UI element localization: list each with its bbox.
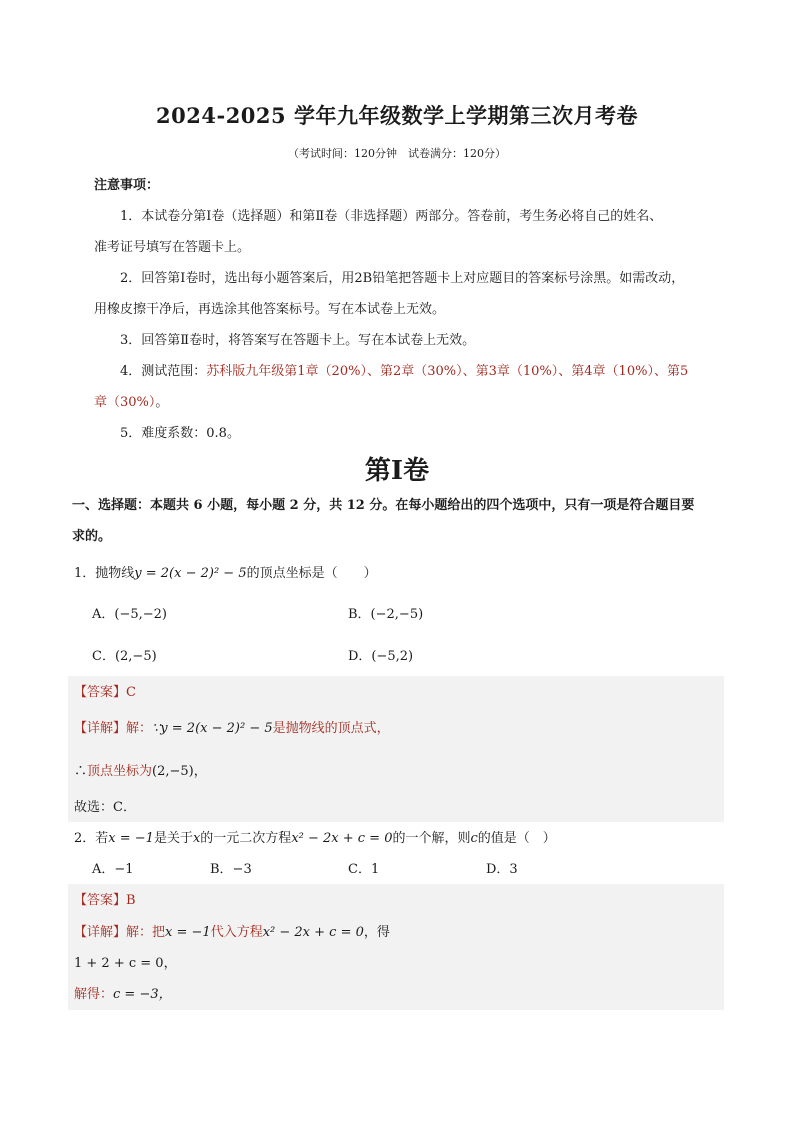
- q1-detail-suffix: 是抛物线的顶点式，: [272, 721, 390, 736]
- q2-stem-equation: x² − 2x + c = 0: [291, 831, 393, 846]
- q1-option-c: C．(2,−5): [92, 649, 157, 664]
- q2-stem-variable: x: [192, 831, 201, 846]
- q2-detail-tag: 【详解】: [74, 925, 127, 940]
- note-2-line-2: 用橡皮擦干净后，再选涂其他答案标号。写在本试卷上无效。: [94, 302, 446, 317]
- q1-detail-equation: ∵y = 2(x − 2)² − 5: [152, 721, 273, 736]
- q1-detail-line-1: [74, 720, 390, 738]
- q2-detail-prefix: 解：把: [126, 925, 166, 940]
- q2-detail-mid: 代入方程: [210, 925, 263, 940]
- section-1-line-2: 求的。: [72, 529, 112, 544]
- q2-stem-root: x = −1: [108, 831, 154, 846]
- q2-option-a: A．−1: [92, 862, 134, 877]
- q2-stem-prefix: 2．若: [74, 831, 109, 846]
- q1-stem-suffix: 的顶点坐标是（ ）: [246, 566, 377, 581]
- note-5: 5．难度系数：0.8。: [120, 426, 240, 441]
- q2-stem: [74, 830, 556, 848]
- q2-stem-mid2: 的一元二次方程: [200, 831, 292, 846]
- q2-solve-prefix: 解得：: [74, 987, 114, 1002]
- q2-option-c: C．1: [348, 862, 380, 877]
- q1-conclusion: 故选：C．: [74, 800, 136, 815]
- q2-stem-constant: c: [470, 831, 478, 846]
- q2-option-d: D．3: [486, 862, 518, 877]
- q1-answer-value: C: [126, 685, 136, 700]
- q2-stem-suffix: 的值是（ ）: [477, 831, 556, 846]
- q2-stem-mid3: 的一个解，则: [392, 831, 471, 846]
- q1-stem-equation: y = 2(x − 2)² − 5: [134, 566, 247, 581]
- note-1-line-2: 准考证号填写在答题卡上。: [94, 240, 251, 255]
- q1-detail-tag: 【详解】: [74, 721, 127, 736]
- exam-title: 2024-2025 学年九年级数学上学期第三次月考卷: [156, 103, 638, 128]
- part-heading: 第Ⅰ卷: [364, 456, 430, 486]
- q1-therefore: ∴: [74, 764, 88, 779]
- q2-detail-suffix: ，得: [363, 925, 390, 940]
- q1-option-d: D．(−5,2): [348, 649, 414, 664]
- q2-answer: [74, 892, 136, 910]
- q1-option-b: B．(−2,−5): [348, 607, 424, 622]
- q2-detail-equation: x² − 2x + c = 0: [262, 925, 364, 940]
- q1-stem: [74, 565, 377, 583]
- q2-detail-line-2: 1 + 2 + c = 0，: [74, 956, 177, 971]
- note-4-scope: 苏科版九年级第1章（20%）、第2章（30%）、第3章（10%）、第4章（10%）、第5: [206, 364, 689, 379]
- q2-stem-mid: 是关于: [153, 831, 193, 846]
- section-1-line-1: 一、选择题：本题共 6 小题，每小题 2 分，共 12 分。在每小题给出的四个选项中，只有一项是符合题目要: [72, 498, 695, 513]
- q2-detail-root: x = −1: [165, 925, 211, 940]
- q2-answer-tag: 【答案】: [74, 893, 127, 908]
- q1-answer-tag: 【答案】: [74, 685, 127, 700]
- q2-option-b: B．−3: [210, 862, 252, 877]
- note-1-line-1: 1．本试卷分第Ⅰ卷（选择题）和第Ⅱ卷（非选择题）两部分。答卷前，考生务必将自己的姓名、: [120, 209, 663, 224]
- note-3: 3．回答第Ⅱ卷时，将答案写在答题卡上。写在本试卷上无效。: [120, 333, 476, 348]
- exam-subtitle: （考试时间：120分钟 试卷满分：120分）: [288, 147, 506, 160]
- note-4-prefix: 4．测试范围：: [120, 364, 207, 379]
- note-4-line-1: [120, 363, 688, 381]
- note-4-suffix: 。: [155, 395, 169, 410]
- notes-heading: 注意事项：: [94, 178, 160, 193]
- q2-solve-result: c = −3，: [113, 987, 172, 1002]
- note-4-line-2: [94, 394, 168, 412]
- q2-detail-line-3: [74, 986, 172, 1004]
- q1-answer-box: [68, 676, 724, 822]
- q1-option-a: A．(−5,−2): [92, 607, 167, 622]
- q1-stem-prefix: 1．抛物线: [74, 566, 135, 581]
- q2-detail-line-1: [74, 924, 390, 942]
- note-4-scope-cont: 章（30%）: [94, 395, 156, 410]
- q1-vertex-value: (2,−5): [152, 764, 194, 779]
- q1-detail-prefix: 解：: [126, 721, 153, 736]
- note-2-line-1: 2．回答第Ⅰ卷时，选出每小题答案后，用2B铅笔把答题卡上对应题目的答案标号涂黑。如需改动，: [120, 271, 685, 286]
- q1-detail-line-2: [74, 763, 207, 781]
- q1-vertex-suffix: ，: [193, 764, 207, 779]
- q1-answer: [74, 684, 136, 702]
- q1-vertex-text: 顶点坐标为: [87, 764, 153, 779]
- q2-answer-value: B: [126, 893, 136, 908]
